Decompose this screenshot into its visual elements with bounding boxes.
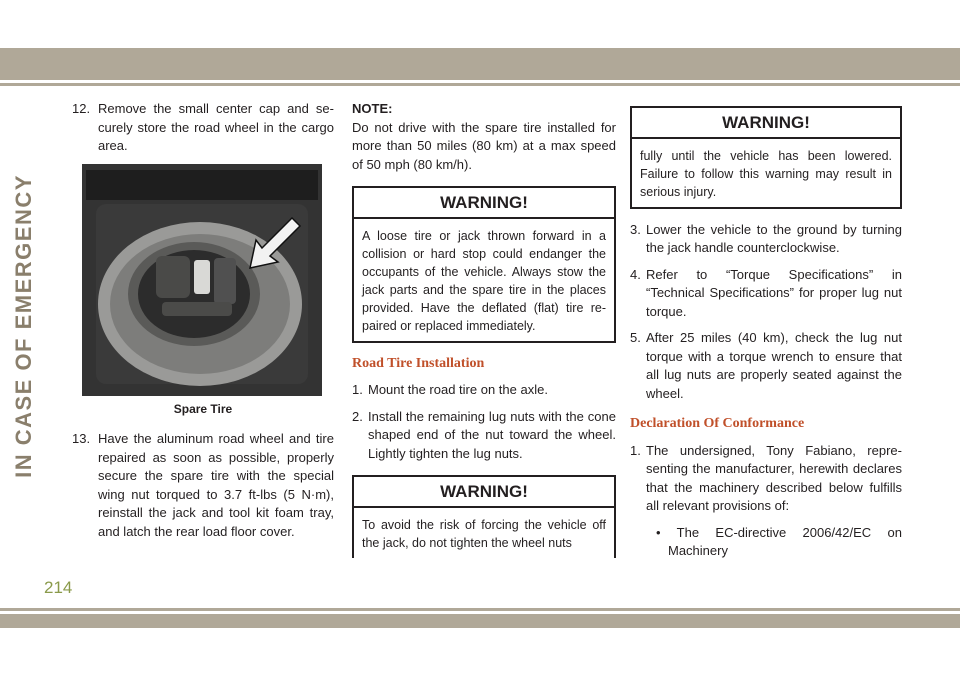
step-number: 3. <box>630 221 641 237</box>
step-text: After 25 miles (40 km), check the lug nut torque with a torque wrench to ensure that all lug nuts are properly seated against the wheel. <box>646 330 902 401</box>
bullet-directive: • The EC-directive 2006/42/EC on Machinery <box>656 524 902 558</box>
declaration-item <box>630 442 902 516</box>
figure-caption: Spare Tire <box>173 401 233 416</box>
warning-title: WARNING! <box>632 108 900 139</box>
column-3 <box>630 106 902 561</box>
step-4 <box>630 266 902 322</box>
warning-title: WARNING! <box>354 477 614 508</box>
step-number: 1. <box>352 382 363 397</box>
step-text: The undersigned, Tony Fabiano, representing the manufacturer, herewith declares that the machinery described below fulfills all relevant provisions of: <box>646 442 902 513</box>
step-number: 2. <box>352 408 363 424</box>
step-number: 4. <box>630 266 641 282</box>
step-5 <box>630 329 902 403</box>
warning-text: fully until the vehicle has been lowered. Failure to follow this warning may result in serious injury. <box>640 148 892 199</box>
section-title: IN CASE OF EMERGENCY <box>11 174 36 478</box>
warning-title: WARNING! <box>354 188 614 219</box>
step-text: Remove the small center cap and securely store the road wheel in the cargo area. <box>98 101 334 153</box>
step-1 <box>352 381 616 400</box>
step-13 <box>72 430 334 541</box>
step-text: Refer to “Torque Specifications” in “Technical Specifications” for proper lug nut torque. <box>646 266 902 319</box>
footer-rule <box>0 608 960 611</box>
step-3 <box>630 221 902 258</box>
page-number: 214 <box>44 578 73 597</box>
step-text: Have the aluminum road wheel and tire repaired as soon as possible, properly secure the spare tire with the special wing nut torqued to 3.7 ft-lbs (5 N·m), reinstall the jack and tool kit foam tray, and latch the rear load floor cover. <box>98 431 334 539</box>
step-12 <box>72 100 334 156</box>
warning-box-continued <box>630 106 902 209</box>
declaration-heading: Declaration Of Conformance <box>630 416 805 431</box>
spare-tire-illustration <box>82 164 322 396</box>
warning-box-loose-tire <box>352 186 616 343</box>
warning-text: A loose tire or jack thrown forward in a collision or hard stop could endanger the occupants of the vehicle. Always stow the jack parts and the spare tire in the places provided. Have the deflated (flat) tire repaired or replaced immediately. <box>362 228 606 333</box>
note-text: Do not drive with the spare tire installed for more than 50 miles (80 km) at a max speed of 50 mph (80 km/h). <box>352 119 616 172</box>
step-2 <box>352 408 616 464</box>
step-number: 13. <box>72 431 91 446</box>
step-number: 1. <box>630 442 641 458</box>
column-1 <box>72 100 334 549</box>
top-margin <box>0 0 960 47</box>
warning-box-jack <box>352 475 616 558</box>
step-text: Install the remaining lug nuts with the cone shaped end of the nut toward the wheel. Lightly tighten the lug nuts. <box>368 408 616 461</box>
header-band <box>0 48 960 80</box>
header-rule <box>0 83 960 86</box>
note-title: NOTE: <box>352 101 393 116</box>
spare-tire-photo <box>82 164 322 396</box>
road-tire-installation-heading: Road Tire Installation <box>352 355 485 371</box>
column-2 <box>352 100 616 570</box>
step-text: Lower the vehicle to the ground by turning the jack handle counterclockwise. <box>646 221 902 255</box>
warning-text: To avoid the risk of forcing the vehicle off the jack, do not tighten the wheel nuts <box>362 517 606 550</box>
step-text: Mount the road tire on the axle. <box>368 382 548 397</box>
step-number: 5. <box>630 330 641 345</box>
step-number: 12. <box>72 101 91 116</box>
footer-band <box>0 614 960 628</box>
